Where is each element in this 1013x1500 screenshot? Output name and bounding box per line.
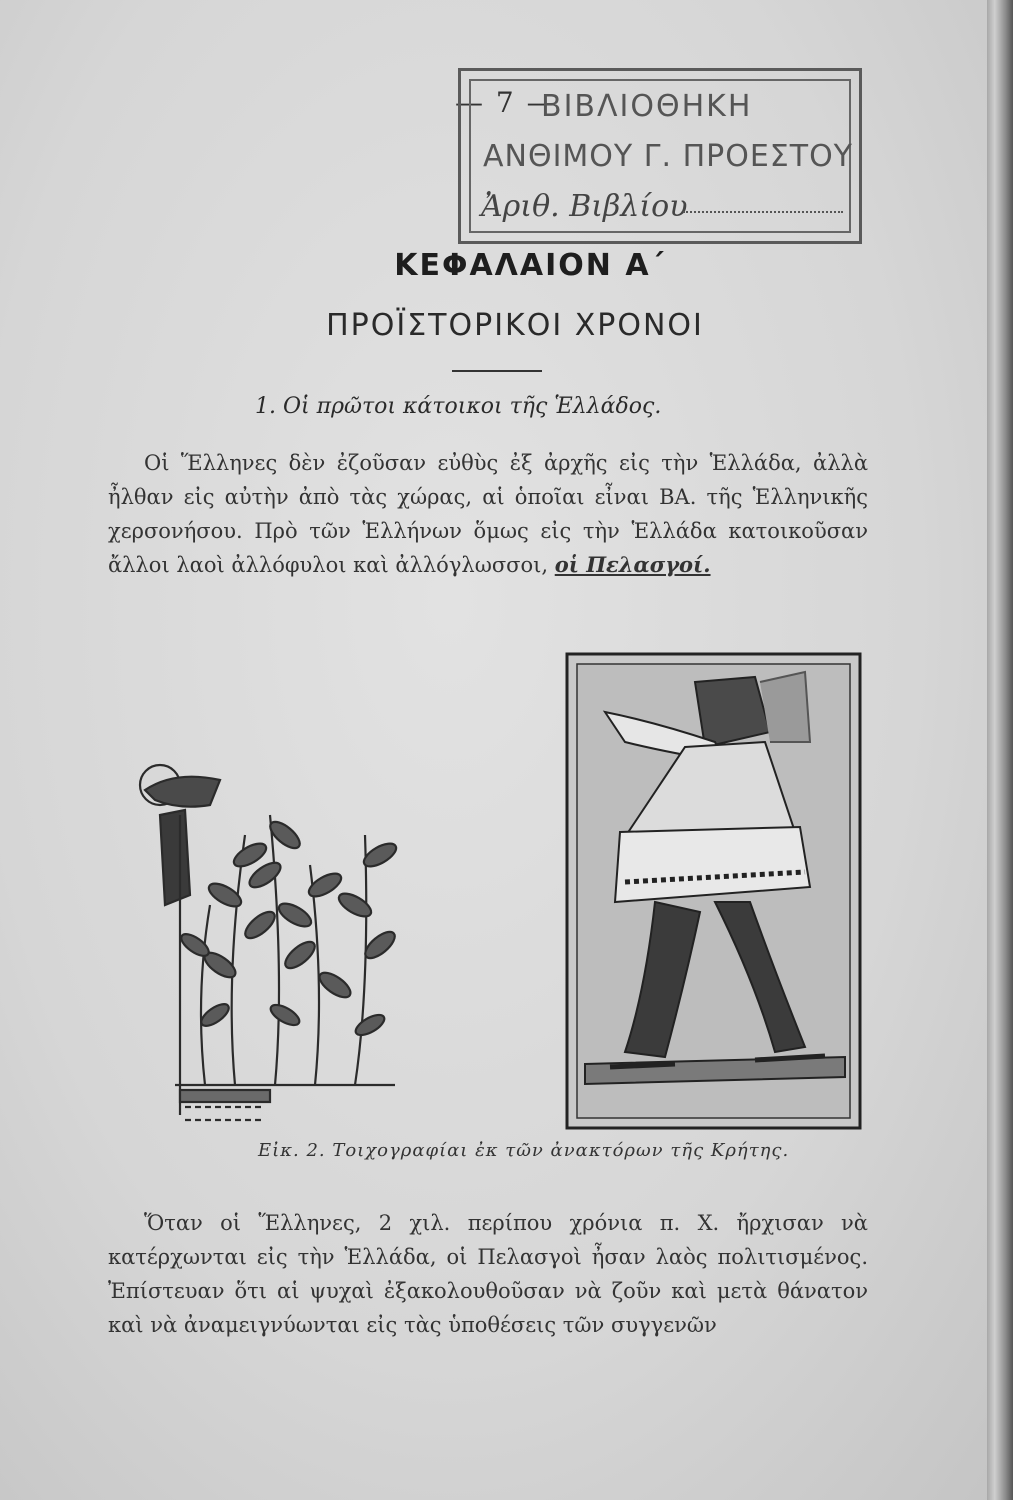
chapter-label: ΚΕΦΑΛΑΙΟΝ Α΄ [394,248,666,283]
stamp-library-name: ΒΙΒΛΙΟΘΗΚΗ [541,89,753,124]
fresco-plants-illustration [125,755,425,1135]
chapter-title: ΠΡΟΪΣΤΟΡΙΚΟΙ ΧΡΟΝΟΙ [326,308,704,343]
section-heading: 1. Οἱ πρῶτοι κάτοικοι τῆς Ἑλλάδος. [255,394,662,419]
stamp-book-number-label: Ἀριθ. Βιβλίου [481,189,688,224]
book-page-edge [987,0,1013,1500]
title-rule [452,370,542,372]
paragraph-1-text: Οἱ Ἕλληνες δὲν ἐζοῦσαν εὐθὺς ἐξ ἀρχῆς εἰς τὴν Ἑλλάδα, ἀλλὰ ἦλθαν εἰς αὐτὴν ἀπὸ τὰς χώρας, αἱ ὁποῖαι εἶναι ΒΑ. τῆς Ἑλληνικῆς χερσονήσου. Πρὸ τῶν Ἑλλήνων ὅμως εἰς τὴν Ἑλλάδα κατοικοῦσαν ἄλλοι λαοὶ ἀλλόφυλοι καὶ ἀλλόγλωσσοι, [108,451,868,578]
pelasgoi-emphasis: οἱ Πελασγοί. [554,552,711,578]
paragraph-2: Ὅταν οἱ Ἕλληνες, 2 χιλ. περίπου χρόνια π. Χ. ἤρχισαν νὰ κατέρχωνται εἰς τὴν Ἑλλάδα, οἱ Πελασγοὶ ἦσαν λαὸς πολιτισμένος. Ἐπίστευαν ὅτι αἱ ψυχαὶ ἐξακολουθοῦσαν νὰ ζοῦν καὶ μετὰ θάνατον καὶ νὰ ἀναμειγνύωνται εἰς τὰς ὑποθέσεις τῶν συγγενῶν [108,1211,868,1338]
paragraph-1 [108,446,868,582]
stamp-owner-name: ΑΝΘΙΜΟΥ Γ. ΠΡΟΕΣΤΟΥ [483,139,854,174]
fresco-figure-illustration [565,652,862,1130]
page-number: — 7 — [455,86,557,119]
stamp-number-blank [683,211,843,213]
figure-caption: Εἰκ. 2. Τοιχογραφίαι ἐκ τῶν ἀνακτόρων τῆς Κρήτης. [258,1140,790,1161]
library-stamp [458,68,862,244]
